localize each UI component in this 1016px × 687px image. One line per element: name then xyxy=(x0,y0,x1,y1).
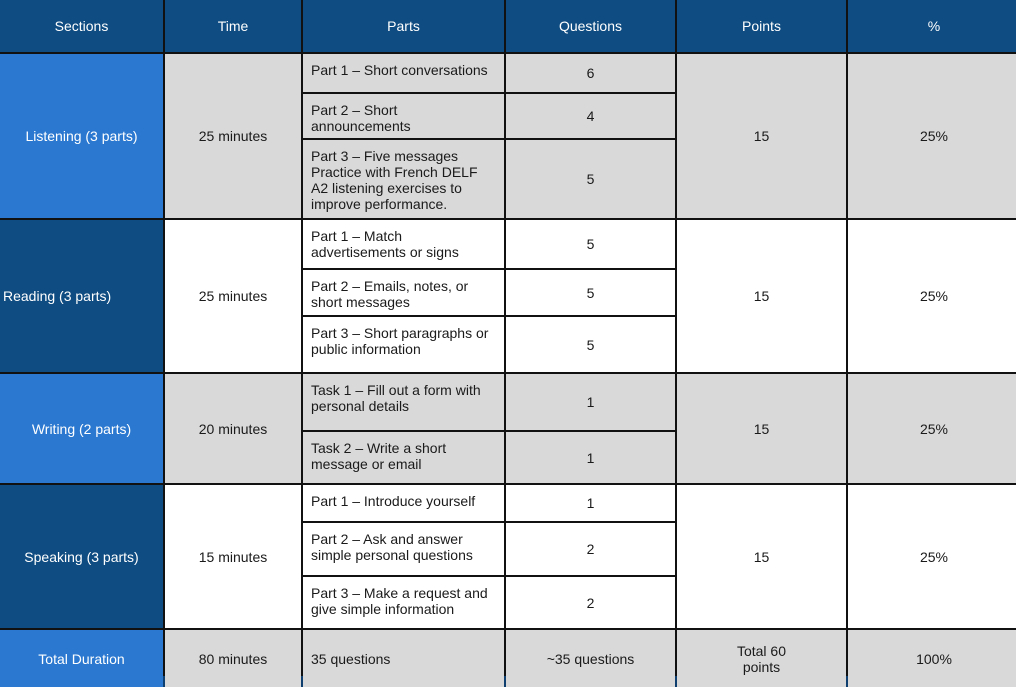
questions-reading-1: 5 xyxy=(506,220,675,268)
header-time: Time xyxy=(165,0,301,52)
header-points: Points xyxy=(677,0,846,52)
percent-writing: 25% xyxy=(848,374,1016,483)
questions-listening-2: 4 xyxy=(506,94,675,138)
questions-reading-2: 5 xyxy=(506,270,675,315)
section-writing: Writing (2 parts) xyxy=(0,374,163,483)
points-writing: 15 xyxy=(677,374,846,483)
header-parts: Parts xyxy=(303,0,504,52)
part-reading-1: Part 1 – Match advertisements or signs xyxy=(303,220,504,268)
section-speaking: Speaking (3 parts) xyxy=(0,485,163,628)
part-listening-2: Part 2 – Short announcements xyxy=(303,94,504,138)
part-speaking-1: Part 1 – Introduce yourself xyxy=(303,485,504,521)
questions-listening-3: 5 xyxy=(506,140,675,218)
questions-listening-1: 6 xyxy=(506,54,675,92)
time-total: 80 minutes xyxy=(165,630,301,687)
questions-reading-3: 5 xyxy=(506,317,675,372)
section-total: Total Duration xyxy=(0,630,163,687)
time-speaking: 15 minutes xyxy=(165,485,301,628)
header-percent: % xyxy=(848,0,1016,52)
questions-speaking-2: 2 xyxy=(506,523,675,575)
part-reading-3: Part 3 – Short paragraphs or public information xyxy=(303,317,504,372)
points-total: Total 60 points xyxy=(677,630,846,687)
header-sections: Sections xyxy=(0,0,163,52)
time-listening: 25 minutes xyxy=(165,54,301,218)
percent-reading: 25% xyxy=(848,220,1016,372)
part-listening-3: Part 3 – Five messages Practice with French DELF A2 listening exercises to improve performance. xyxy=(303,140,504,218)
part-reading-2: Part 2 – Emails, notes, or short messages xyxy=(303,270,504,315)
part-writing-2: Task 2 – Write a short message or email xyxy=(303,432,504,483)
questions-speaking-3: 2 xyxy=(506,577,675,628)
questions-writing-1: 1 xyxy=(506,374,675,430)
points-listening: 15 xyxy=(677,54,846,218)
percent-listening: 25% xyxy=(848,54,1016,218)
time-reading: 25 minutes xyxy=(165,220,301,372)
time-writing: 20 minutes xyxy=(165,374,301,483)
part-speaking-3: Part 3 – Make a request and give simple information xyxy=(303,577,504,628)
part-listening-1: Part 1 – Short conversations xyxy=(303,54,504,92)
section-reading: Reading (3 parts) xyxy=(0,220,163,372)
part-writing-1: Task 1 – Fill out a form with personal details xyxy=(303,374,504,430)
header-questions: Questions xyxy=(506,0,675,52)
questions-writing-2: 1 xyxy=(506,432,675,483)
percent-speaking: 25% xyxy=(848,485,1016,628)
questions-speaking-1: 1 xyxy=(506,485,675,521)
percent-total: 100% xyxy=(848,630,1016,687)
parts-total: 35 questions xyxy=(303,630,504,687)
points-reading: 15 xyxy=(677,220,846,372)
part-speaking-2: Part 2 – Ask and answer simple personal questions xyxy=(303,523,504,575)
points-speaking: 15 xyxy=(677,485,846,628)
section-listening: Listening (3 parts) xyxy=(0,54,163,218)
questions-total: ~35 questions xyxy=(506,630,675,687)
